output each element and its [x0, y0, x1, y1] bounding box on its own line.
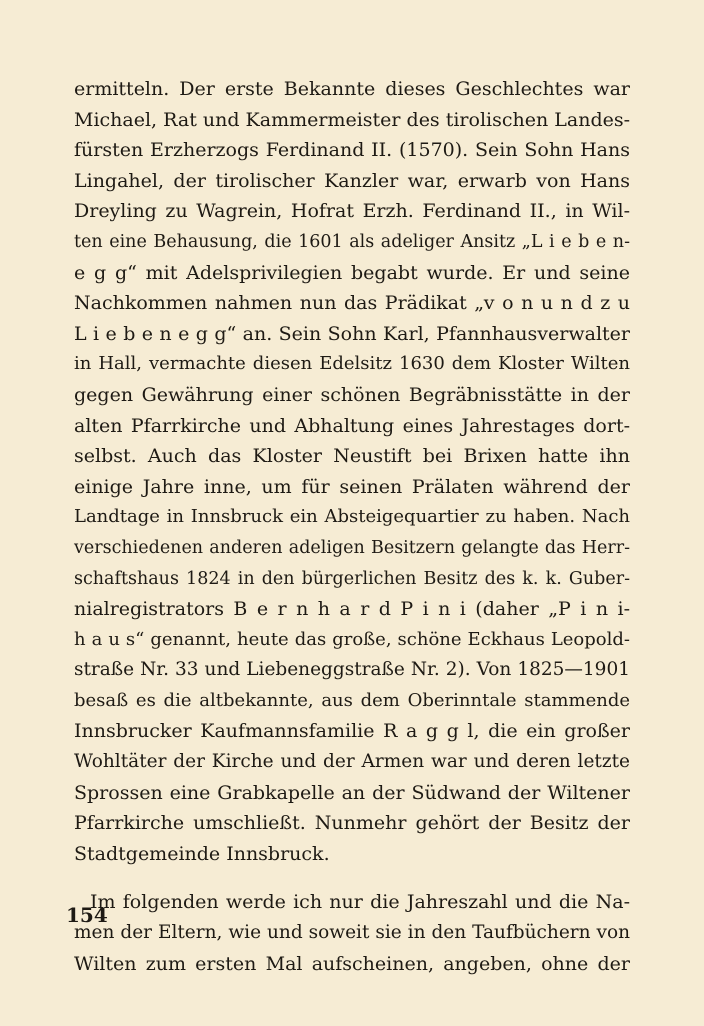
text-line: Michael, Rat und Kammermeister des tirolischen Landes- [74, 108, 631, 131]
text-line: fürsten Erzherzogs Ferdinand II. (1570). Sein Sohn Hans [74, 139, 630, 162]
text-line: Stadtgemeinde Innsbruck. [74, 842, 330, 865]
text-line: selbst. Auch das Kloster Neustift bei Brixen hatte ihn [74, 445, 630, 468]
text-line: ermitteln. Der erste Bekannte dieses Geschlechtes war [74, 78, 630, 100]
text-line: Nachkommen nahmen nun das Prädikat „v o n u n d z u [74, 292, 630, 315]
paragraph-gap [74, 869, 630, 887]
paragraph [74, 74, 630, 869]
text-line: schaftshaus 1824 in den bürgerlichen Besitz des k. k. Guber- [74, 568, 630, 589]
text-line: ten eine Behausung, die 1601 als adeliger Ansitz „L i e b e n- [74, 231, 630, 252]
text-line: Landtage in Innsbruck ein Absteigequartier zu haben. Nach [74, 506, 630, 528]
text-line: gegen Gewährung einer schönen Begräbnisstätte in der [74, 383, 630, 406]
paragraph [74, 887, 630, 979]
page-text [74, 74, 630, 979]
text-line: Wohltäter der Kirche und der Armen war und deren letzte [74, 751, 630, 773]
text-line: in Hall, vermachte diesen Edelsitz 1630 dem Kloster Wilten [74, 353, 630, 375]
text-line: Innsbrucker Kaufmannsfamilie R a g g l, die ein großer [74, 720, 630, 743]
text-line: besaß es die altbekannte, aus dem Oberinntale stammende [74, 689, 630, 711]
text-line: L i e b e n e g g“ an. Sein Sohn Karl, Pfannhausverwalter [74, 322, 630, 345]
text-line: Dreyling zu Wagrein, Hofrat Erzh. Ferdinand II., in Wil- [74, 200, 630, 223]
text-line: h a u s“ genannt, heute das große, schöne Eckhaus Leopold- [74, 628, 630, 650]
text-line: Lingahel, der tirolischer Kanzler war, erwarb von Hans [74, 169, 630, 192]
text-line: Sprossen eine Grabkapelle an der Südwand der Wiltener [74, 781, 630, 804]
text-line: verschiedenen anderen adeligen Besitzern gelangte das Herr- [74, 537, 630, 558]
text-line: Wilten zum ersten Mal aufscheinen, angeben, ohne der [74, 952, 630, 975]
text-line: einige Jahre inne, um für seinen Prälaten während der [74, 475, 630, 498]
text-line: e g g“ mit Adelsprivilegien begabt wurde. Er und seine [74, 261, 630, 284]
text-line: Pfarrkirche umschließt. Nunmehr gehört der Besitz der [74, 812, 630, 835]
text-line: men der Eltern, wie und soweit sie in den Taufbüchern von [74, 922, 630, 944]
text-line: Im folgenden werde ich nur die Jahreszahl und die Na- [90, 891, 630, 914]
text-line: alten Pfarrkirche und Abhaltung eines Jahrestages dort- [74, 414, 630, 437]
text-line: nialregistrators B e r n h a r d P i n i (daher „P i n i- [74, 598, 630, 621]
text-line: straße Nr. 33 und Liebeneggstraße Nr. 2). Von 1825—1901 [74, 659, 630, 681]
page-number: 154 [66, 903, 108, 927]
